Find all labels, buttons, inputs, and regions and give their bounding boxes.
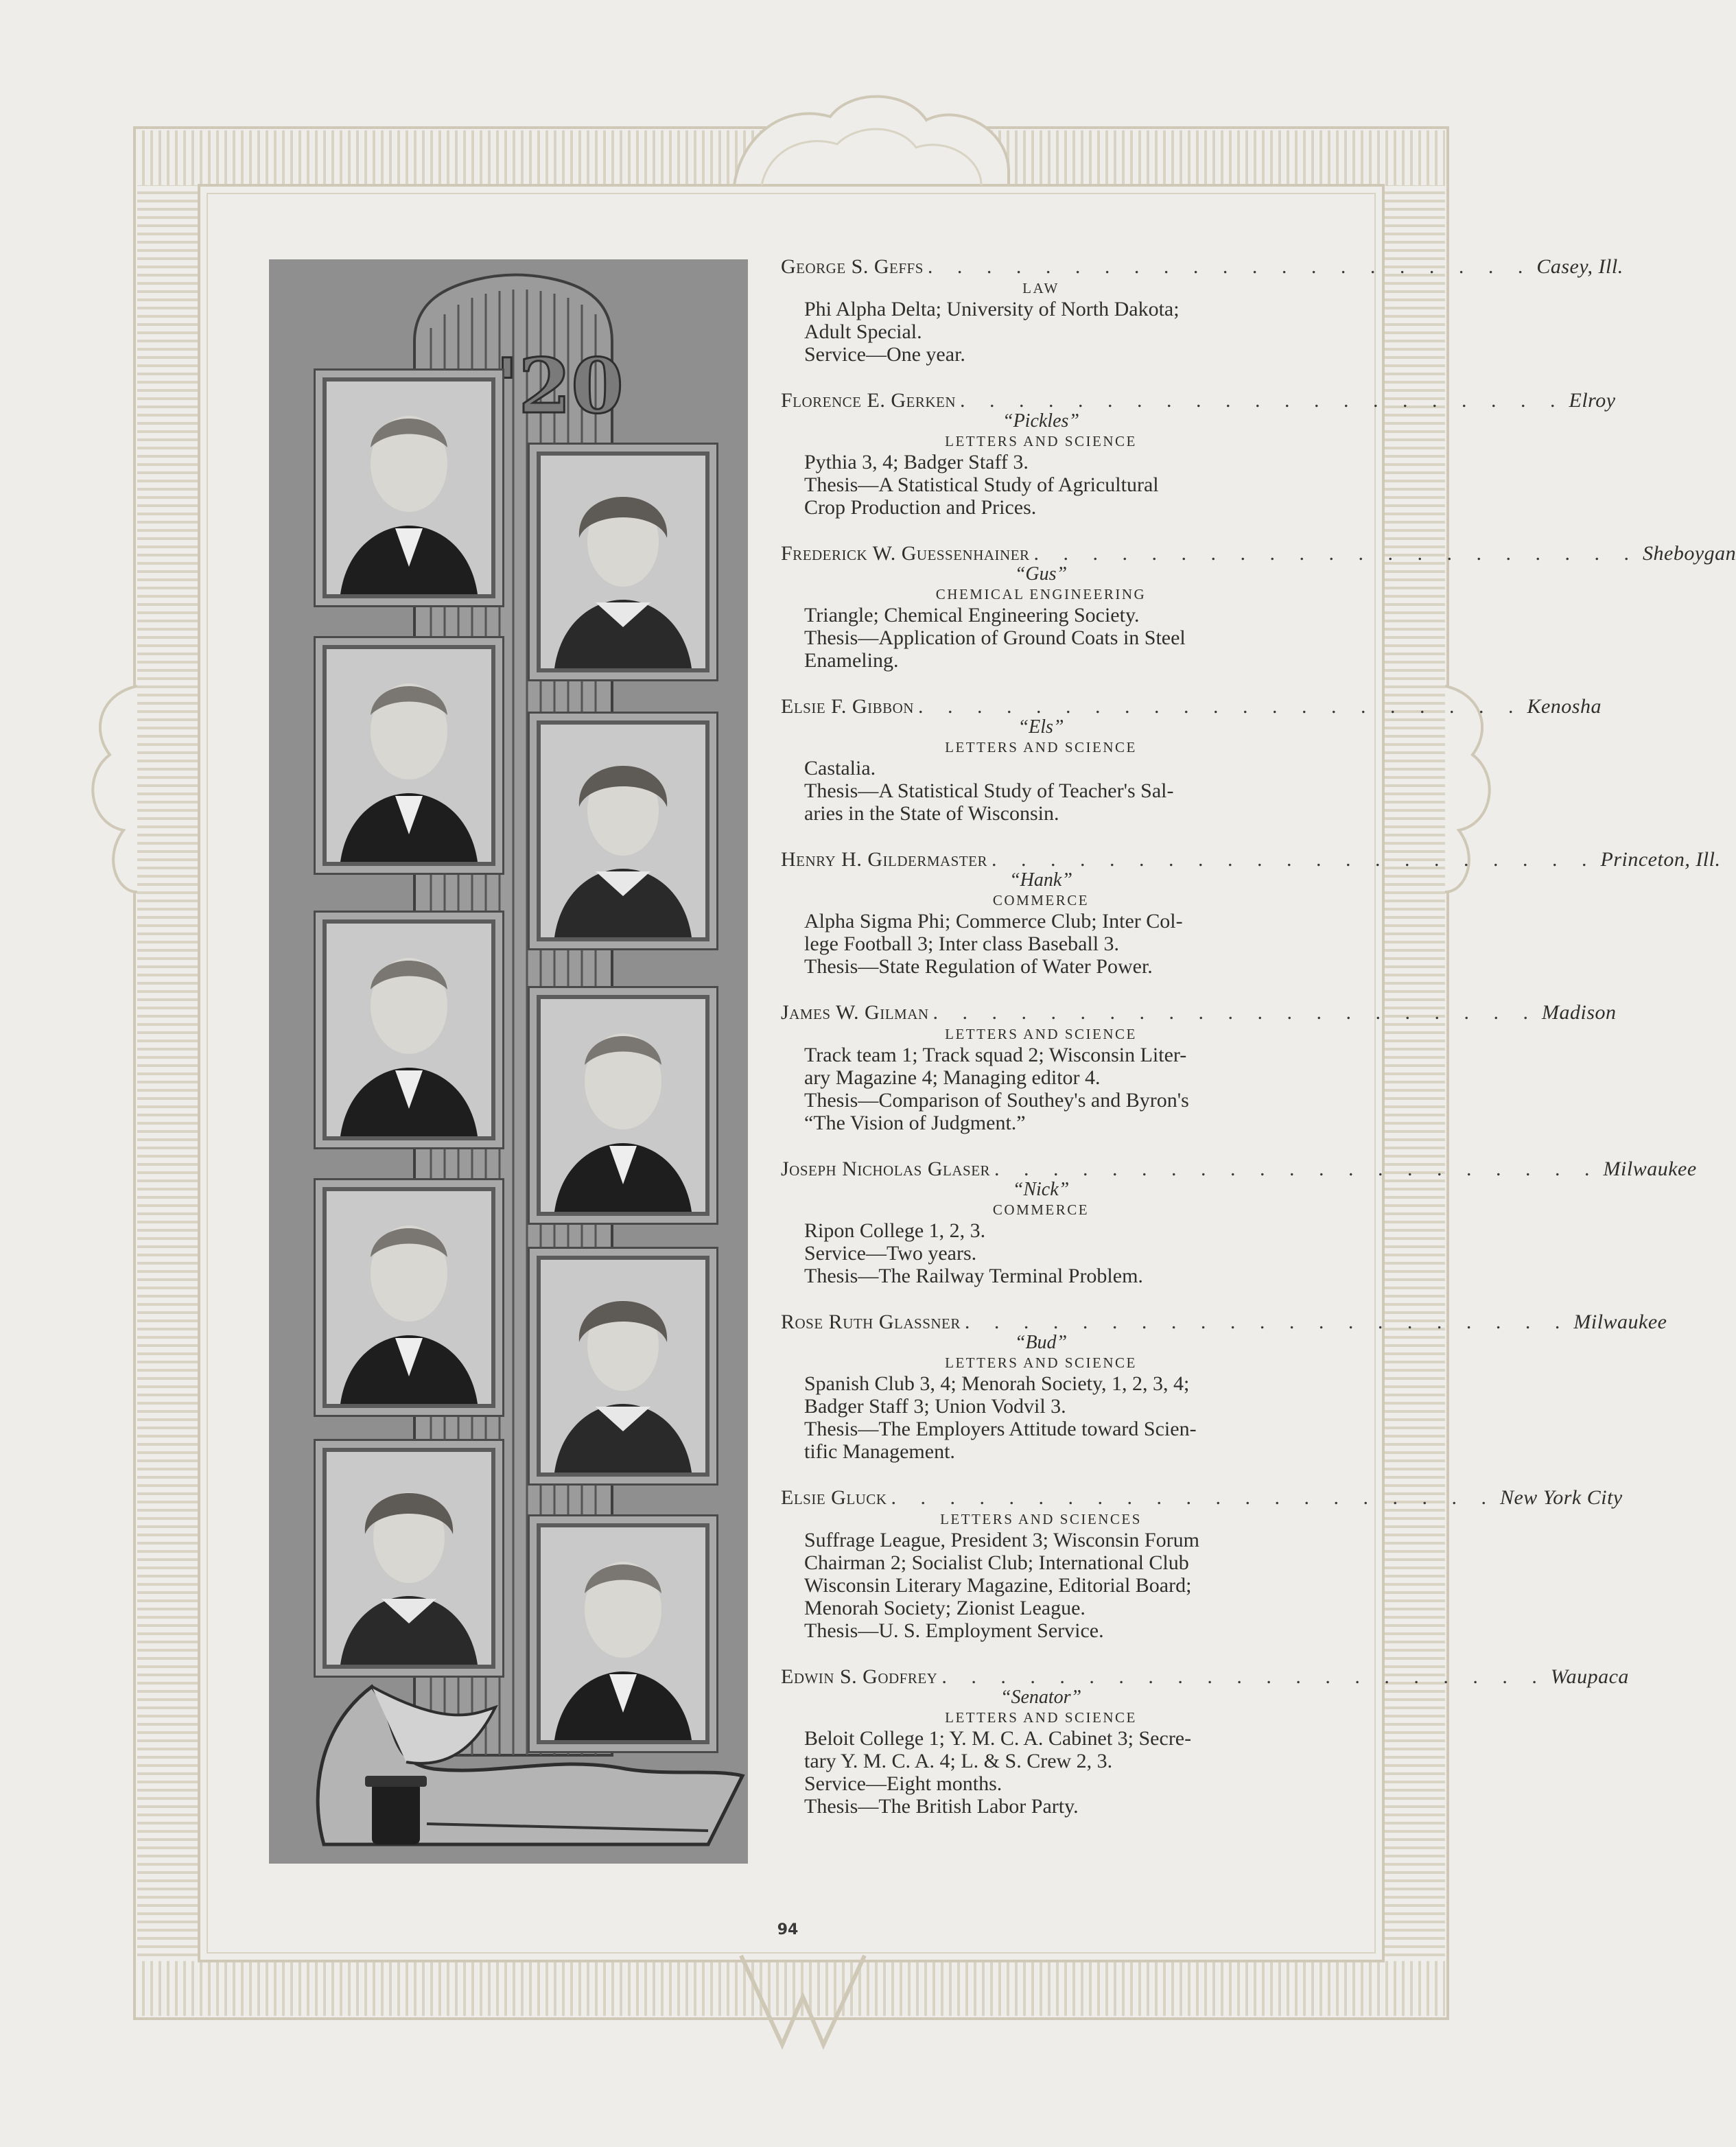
detail-line: Badger Staff 3; Union Vodvil 3.: [804, 1395, 1066, 1418]
detail-line: Track team 1; Track squad 2; Wisconsin Liter-: [804, 1044, 1187, 1066]
detail-line: Thesis—Application of Ground Coats in Steel: [804, 626, 1186, 649]
detail-line: Ripon College 1, 2, 3.: [804, 1219, 986, 1242]
student-entry: [781, 1311, 1667, 1463]
activities-detail: [781, 1219, 1301, 1287]
detail-line: Thesis—The Employers Attitude toward Scien-: [804, 1418, 1197, 1440]
name-line: [781, 1001, 1617, 1024]
detail-line: Thesis—A Statistical Study of Agricultural: [804, 473, 1159, 496]
leader-dots: . . . . . . . . . . . . . . . . . . . . .: [960, 389, 1565, 412]
detail-line: Alpha Sigma Phi; Commerce Club; Inter Col-: [804, 910, 1183, 932]
nickname: “Senator”: [1000, 1687, 1082, 1708]
student-entry: [781, 1001, 1617, 1134]
hometown: Milwaukee: [1573, 1311, 1667, 1333]
portrait-photo: [537, 1523, 709, 1744]
school-course: CHEMICAL ENGINEERING: [935, 586, 1147, 602]
portrait-photo: [322, 645, 495, 866]
nickname: “Hank”: [1009, 869, 1072, 891]
school-course: LETTERS AND SCIENCE: [945, 1354, 1137, 1371]
leader-dots: . . . . . . . . . . . . . . . . . . . . .: [917, 695, 1523, 718]
hometown: Waupaca: [1550, 1665, 1629, 1688]
student-entry: [781, 542, 1736, 672]
name-line: [781, 389, 1616, 412]
detail-line: lege Football 3; Inter class Baseball 3.: [804, 932, 1120, 955]
detail-line: Phi Alpha Delta; University of North Dakota;: [804, 298, 1180, 320]
student-entry: [781, 695, 1602, 825]
name-line: [781, 695, 1602, 718]
student-entry: [781, 389, 1616, 519]
leader-dots: . . . . . . . . . . . . . . . . . . . . .: [994, 1158, 1599, 1180]
school-course: LETTERS AND SCIENCE: [945, 1709, 1137, 1726]
detail-line: aries in the State of Wisconsin.: [804, 802, 1059, 825]
activities-detail: [781, 451, 1301, 519]
detail-line: Crop Production and Prices.: [804, 496, 1037, 519]
leader-dots: . . . . . . . . . . . . . . . . . . . . .: [1033, 542, 1639, 565]
portrait-photo: [322, 1448, 495, 1669]
activities-detail: [781, 298, 1301, 366]
portrait-photo: [322, 1187, 495, 1408]
detail-line: tific Management.: [804, 1440, 955, 1463]
student-entry: [781, 1486, 1623, 1642]
hometown: Kenosha: [1527, 695, 1602, 718]
student-name: Henry H. Gildermaster: [781, 848, 988, 871]
name-line: [781, 1311, 1667, 1334]
detail-line: Chairman 2; Socialist Club; International Club: [804, 1551, 1189, 1574]
page-number: 94: [777, 1921, 799, 1938]
detail-line: Service—One year.: [804, 343, 965, 366]
student-entry: [781, 848, 1721, 978]
detail-line: Castalia.: [804, 757, 876, 779]
school-course: COMMERCE: [992, 892, 1090, 908]
student-entries: [781, 255, 1736, 1841]
detail-line: Service—Two years.: [804, 1242, 977, 1265]
leader-dots: . . . . . . . . . . . . . . . . . . . . .: [891, 1486, 1496, 1509]
detail-line: Thesis—U. S. Employment Service.: [804, 1619, 1104, 1642]
detail-line: Pythia 3, 4; Badger Staff 3.: [804, 451, 1029, 473]
year-label: '20: [495, 342, 624, 430]
photo-panel: [269, 259, 748, 1864]
activities-detail: [781, 604, 1301, 672]
student-name: Elsie Gluck: [781, 1486, 887, 1509]
portrait-photo: [537, 451, 709, 672]
detail-line: ary Magazine 4; Managing editor 4.: [804, 1066, 1101, 1089]
detail-line: Beloit College 1; Y. M. C. A. Cabinet 3; Secre-: [804, 1727, 1192, 1750]
student-name: Florence E. Gerken: [781, 389, 956, 412]
name-line: [781, 1665, 1629, 1689]
detail-line: Menorah Society; Zionist League.: [804, 1597, 1086, 1619]
name-line: [781, 1158, 1697, 1181]
student-name: Joseph Nicholas Glaser: [781, 1158, 991, 1180]
portrait-photo: [322, 377, 495, 598]
student-entry: [781, 255, 1623, 366]
activities-detail: [781, 910, 1301, 978]
school-course: LETTERS AND SCIENCES: [940, 1511, 1142, 1527]
name-line: [781, 1486, 1623, 1510]
hometown: Casey, Ill.: [1536, 255, 1623, 278]
detail-line: Thesis—The Railway Terminal Problem.: [804, 1265, 1143, 1287]
leader-dots: . . . . . . . . . . . . . . . . . . . . .: [992, 848, 1597, 871]
hometown: Milwaukee: [1603, 1158, 1697, 1180]
nickname: “Bud”: [1014, 1332, 1068, 1353]
school-course: COMMERCE: [992, 1201, 1090, 1218]
student-name: Edwin S. Godfrey: [781, 1665, 938, 1688]
detail-line: Suffrage League, President 3; Wisconsin Forum: [804, 1529, 1199, 1551]
hometown: Madison: [1542, 1001, 1617, 1024]
detail-line: tary Y. M. C. A. 4; L. & S. Crew 2, 3.: [804, 1750, 1113, 1772]
name-line: [781, 255, 1623, 279]
nickname: “Els”: [1018, 716, 1064, 738]
activities-detail: [781, 1372, 1301, 1463]
detail-line: Thesis—Comparison of Southey's and Byron's: [804, 1089, 1189, 1112]
nickname: “Pickles”: [1002, 410, 1079, 432]
leader-dots: . . . . . . . . . . . . . . . . . . . . .: [927, 255, 1533, 278]
name-line: [781, 542, 1736, 565]
hometown: Sheboygan: [1643, 542, 1736, 565]
portrait-photo: [537, 720, 709, 941]
hometown: Princeton, Ill.: [1600, 848, 1721, 871]
detail-line: Spanish Club 3, 4; Menorah Society, 1, 2, 3, 4;: [804, 1372, 1190, 1395]
hometown: New York City: [1499, 1486, 1623, 1509]
student-name: Frederick W. Guessenhainer: [781, 542, 1030, 565]
student-entry: [781, 1665, 1629, 1818]
student-name: James W. Gilman: [781, 1001, 929, 1024]
hometown: Elroy: [1569, 389, 1616, 412]
activities-detail: [781, 1044, 1301, 1134]
detail-line: Enameling.: [804, 649, 899, 672]
nickname: “Nick”: [1012, 1179, 1070, 1200]
portrait-photo: [537, 1256, 709, 1477]
school-course: LETTERS AND SCIENCE: [945, 433, 1137, 449]
detail-line: Thesis—A Statistical Study of Teacher's Sal-: [804, 779, 1174, 802]
detail-line: Service—Eight months.: [804, 1772, 1002, 1795]
detail-line: Triangle; Chemical Engineering Society.: [804, 604, 1140, 626]
portrait-photo: [537, 995, 709, 1216]
student-name: George S. Geffs: [781, 255, 924, 278]
leader-dots: . . . . . . . . . . . . . . . . . . . . .: [964, 1311, 1570, 1333]
leader-dots: . . . . . . . . . . . . . . . . . . . . .: [941, 1665, 1547, 1688]
activities-detail: [781, 757, 1301, 825]
school-course: LAW: [1022, 280, 1059, 296]
leader-dots: . . . . . . . . . . . . . . . . . . . . .: [932, 1001, 1538, 1024]
student-name: Elsie F. Gibbon: [781, 695, 914, 718]
student-name: Rose Ruth Glassner: [781, 1311, 961, 1333]
activities-detail: [781, 1529, 1301, 1642]
school-course: LETTERS AND SCIENCE: [945, 739, 1137, 755]
portrait-photo: [322, 919, 495, 1140]
detail-line: Wisconsin Literary Magazine, Editorial Board;: [804, 1574, 1192, 1597]
detail-line: Thesis—State Regulation of Water Power.: [804, 955, 1153, 978]
activities-detail: [781, 1727, 1301, 1818]
school-course: LETTERS AND SCIENCE: [945, 1026, 1137, 1042]
student-entry: [781, 1158, 1697, 1287]
nickname: “Gus”: [1014, 563, 1068, 585]
detail-line: “The Vision of Judgment.”: [804, 1112, 1026, 1134]
name-line: [781, 848, 1721, 871]
detail-line: Thesis—The British Labor Party.: [804, 1795, 1079, 1818]
detail-line: Adult Special.: [804, 320, 922, 343]
